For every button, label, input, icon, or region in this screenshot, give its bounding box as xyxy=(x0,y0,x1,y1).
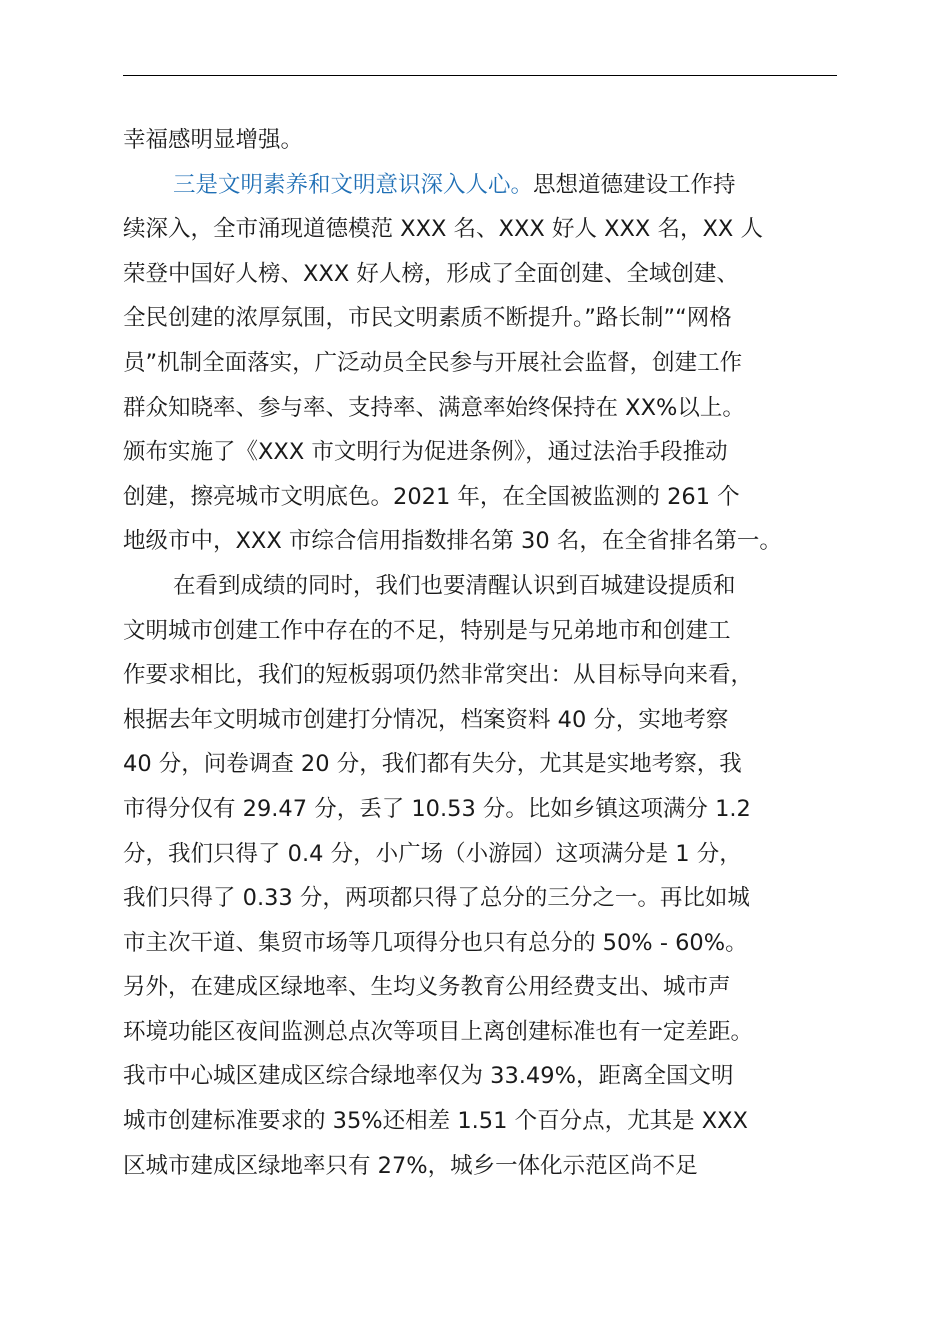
text-line: 我们只得了 0.33 分，两项都只得了总分的三分之一。再比如城 xyxy=(123,885,750,912)
text-line: 分，我们只得了 0.4 分，小广场（小游园）这项满分是 1 分， xyxy=(123,840,742,867)
text-line: 文明城市创建工作中存在的不足，特别是与兄弟地市和创建工 xyxy=(123,617,731,644)
header-rule xyxy=(123,75,837,76)
text-line: 市得分仅有 29.47 分，丢了 10.53 分。比如乡镇这项满分 1.2 xyxy=(123,795,751,822)
text-line: 员”机制全面落实，广泛动员全民参与开展社会监督，创建工作 xyxy=(123,349,743,376)
text-line: 创建，擦亮城市文明底色。2021 年，在全国被监测的 261 个 xyxy=(123,483,740,510)
text-line: 颁布实施了《XXX 市文明行为促进条例》，通过法治手段推动 xyxy=(123,439,728,466)
text-line: 市主次干道、集贸市场等几项得分也只有总分的 50% - 60%。 xyxy=(123,929,748,956)
section-heading: 三是文明素养和文明意识深入人心。 xyxy=(173,171,534,198)
heading-continuation: 思想道德建设工作持 xyxy=(533,171,736,198)
text-line: 另外，在建成区绿地率、生均义务教育公用经费支出、城市声 xyxy=(123,974,731,1001)
text-line: 续深入，全市涌现道德模范 XXX 名、XXX 好人 XXX 名，XX 人 xyxy=(123,216,763,243)
text-line: 荣登中国好人榜、XXX 好人榜，形成了全面创建、全域创建、 xyxy=(123,260,739,287)
text-line: 地级市中，XXX 市综合信用指数排名第 30 名，在全省排名第一。 xyxy=(123,528,782,555)
text-line: 我市中心城区建成区综合绿地率仅为 33.49%，距离全国文明 xyxy=(123,1063,734,1090)
text-line: 根据去年文明城市创建打分情况，档案资料 40 分，实地考察 xyxy=(123,706,729,733)
text-line: 城市创建标准要求的 35%还相差 1.51 个百分点，尤其是 XXX xyxy=(123,1108,748,1135)
paragraph-start-line: 在看到成绩的同时，我们也要清醒认识到百城建设提质和 xyxy=(173,572,736,599)
text-line: 区城市建成区绿地率只有 27%，城乡一体化示范区尚不足 xyxy=(123,1152,698,1179)
section-heading-line xyxy=(123,163,883,208)
document-body xyxy=(123,118,883,1188)
text-line: 幸福感明显增强。 xyxy=(123,127,304,153)
text-line: 环境功能区夜间监测总点次等项目上离创建标准也有一定差距。 xyxy=(123,1018,754,1045)
text-line: 群众知晓率、参与率、支持率、满意率始终保持在 XX%以上。 xyxy=(123,394,745,421)
text-line: 40 分，问卷调查 20 分，我们都有失分，尤其是实地考察，我 xyxy=(123,751,742,778)
text-line: 作要求相比，我们的短板弱项仍然非常突出：从目标导向来看， xyxy=(123,662,754,689)
text-line: 全民创建的浓厚氛围，市民文明素质不断提升。”路长制”“网格 xyxy=(123,305,732,332)
